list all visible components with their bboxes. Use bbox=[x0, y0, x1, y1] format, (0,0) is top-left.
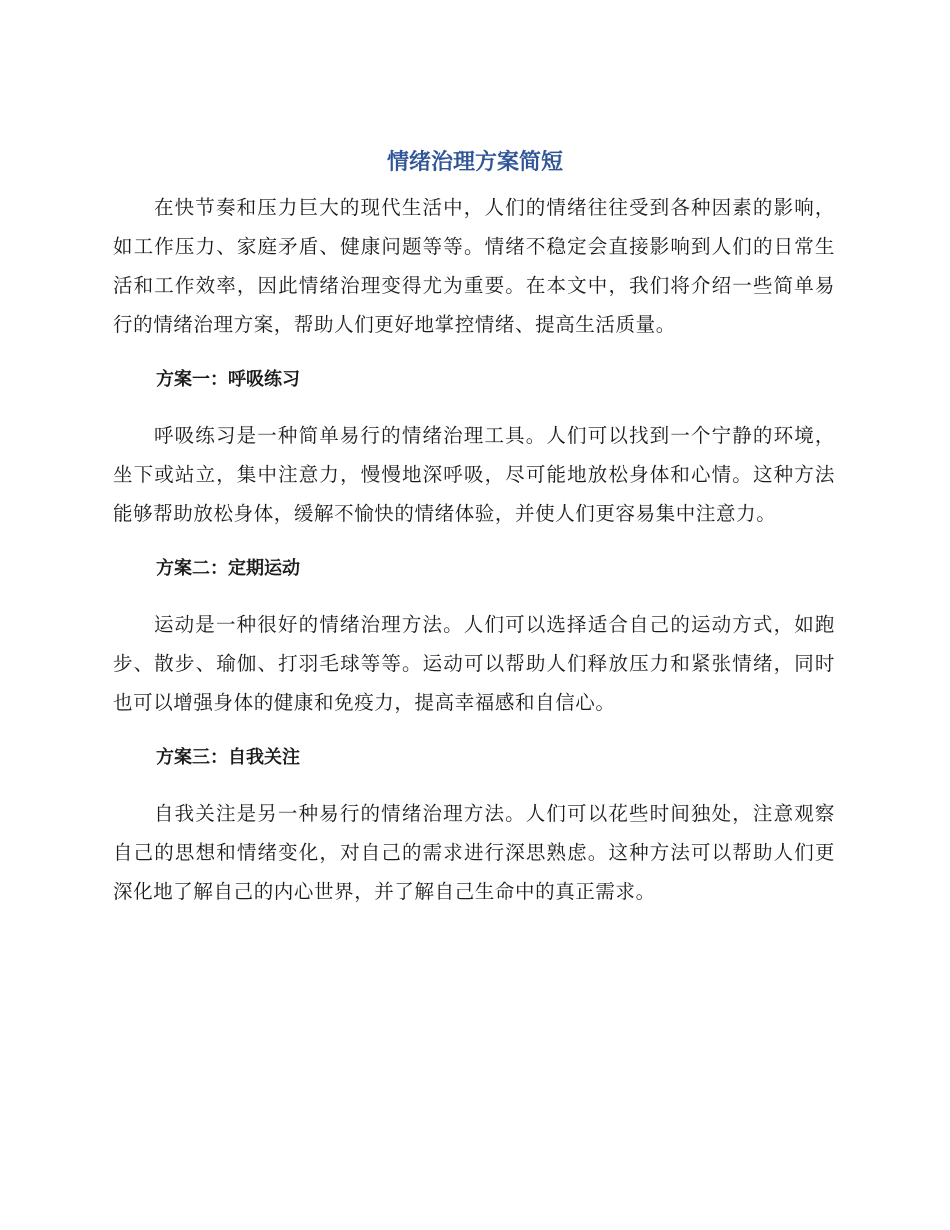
section-body-exercise: 运动是一种很好的情绪治理方法。人们可以选择适合自己的运动方式，如跑步、散步、瑜伽、打羽毛球等等。运动可以帮助人们释放压力和紧张情绪，同时也可以增强身体的健康和免疫力，提高幸福感和自信心。 bbox=[113, 613, 835, 714]
section-heading-self-care: 方案三：自我关注 bbox=[156, 747, 300, 768]
document-title: 情绪治理方案简短 bbox=[386, 150, 563, 175]
section-body-self-care: 自我关注是另一种易行的情绪治理方法。人们可以花些时间独处，注意观察自己的思想和情绪变化，对自己的需求进行深思熟虑。这种方法可以帮助人们更深化地了解自己的内心世界，并了解自己生命中的真正需求。 bbox=[113, 802, 835, 903]
section-heading-exercise: 方案二：定期运动 bbox=[156, 558, 300, 579]
intro-paragraph: 在快节奏和压力巨大的现代生活中，人们的情绪往往受到各种因素的影响，如工作压力、家庭矛盾、健康问题等等。情绪不稳定会直接影响到人们的日常生活和工作效率，因此情绪治理变得尤为重要。在本文中，我们将介绍一些简单易行的情绪治理方案，帮助人们更好地掌控情绪、提高生活质量。 bbox=[113, 196, 835, 336]
document-body bbox=[113, 188, 835, 911]
section-heading-breathing: 方案一：呼吸练习 bbox=[156, 369, 300, 390]
section-body-breathing: 呼吸练习是一种简单易行的情绪治理工具。人们可以找到一个宁静的环境，坐下或站立，集中注意力，慢慢地深呼吸，尽可能地放松身体和心情。这种方法能够帮助放松身体，缓解不愉快的情绪体验，并使人们更容易集中注意力。 bbox=[113, 424, 835, 525]
